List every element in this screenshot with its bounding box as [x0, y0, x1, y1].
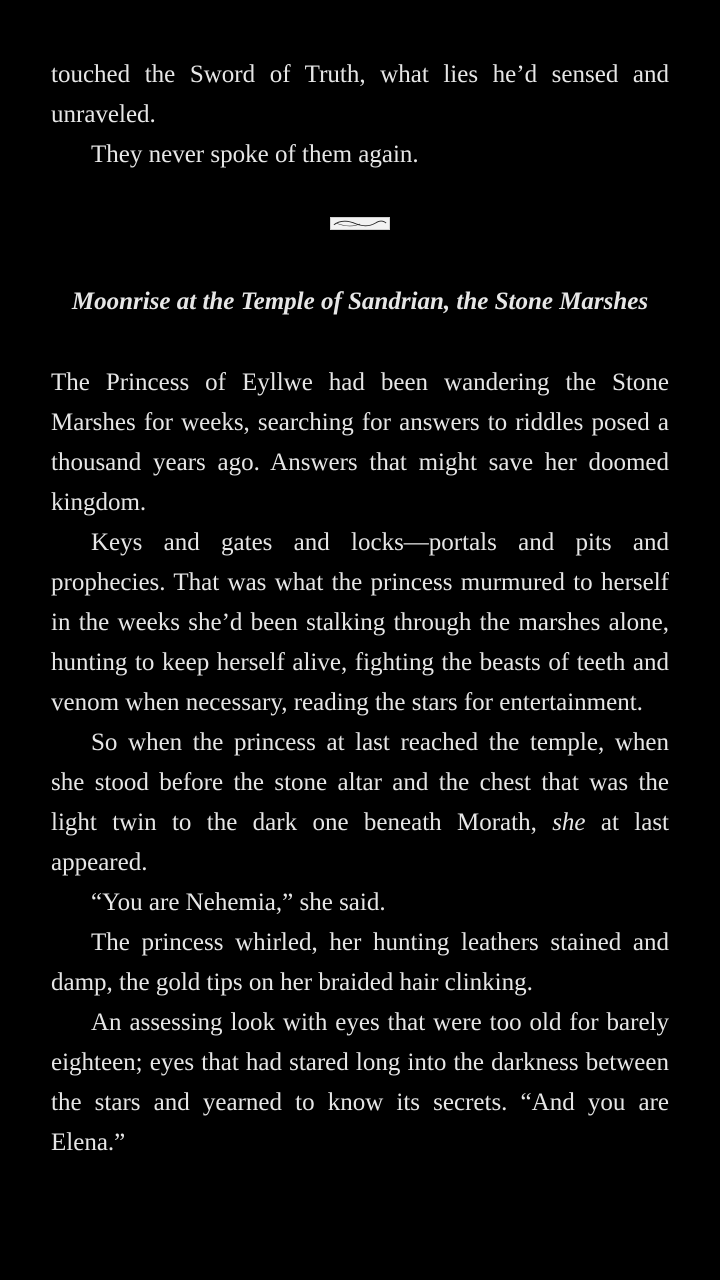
scene-break-flourish-icon	[330, 217, 390, 230]
emphasized-word: she	[552, 809, 586, 836]
chapter-body-text	[51, 363, 669, 1163]
paragraph: The Princess of Eyllwe had been wandering the Stone Marshes for weeks, searching for answers to riddles posed a thousand years ago. Answers that might save her doomed kingdom.	[51, 369, 669, 516]
paragraph: An assessing look with eyes that were too old for barely eighteen; eyes that had stared long into the darkness between the stars and yearned to know its secrets. “And you are Elena.”	[51, 1009, 669, 1156]
paragraph: They never spoke of them again.	[91, 141, 419, 168]
paragraph: The princess whirled, her hunting leathers stained and damp, the gold tips on her braided hair clinking.	[51, 929, 669, 996]
previous-section-text	[51, 55, 669, 175]
paragraph-text: at last appeared.	[51, 809, 669, 876]
paragraph: “You are Nehemia,” she said.	[91, 889, 386, 916]
paragraph-text: So when the princess at last reached the temple, when she stood before the stone altar and the chest that was the light twin to the dark one beneath Morath,	[51, 729, 669, 836]
paragraph	[51, 723, 669, 883]
section-heading: Moonrise at the Temple of Sandrian, the Stone Marshes	[71, 288, 649, 315]
paragraph: touched the Sword of Truth, what lies he’d sensed and unraveled.	[51, 61, 669, 128]
paragraph: Keys and gates and locks—portals and pits and prophecies. That was what the princess murmured to herself in the weeks she’d been stalking through the marshes alone, hunting to keep herself alive, fighting the beasts of teeth and venom when necessary, reading the stars for entertainment.	[51, 529, 669, 716]
